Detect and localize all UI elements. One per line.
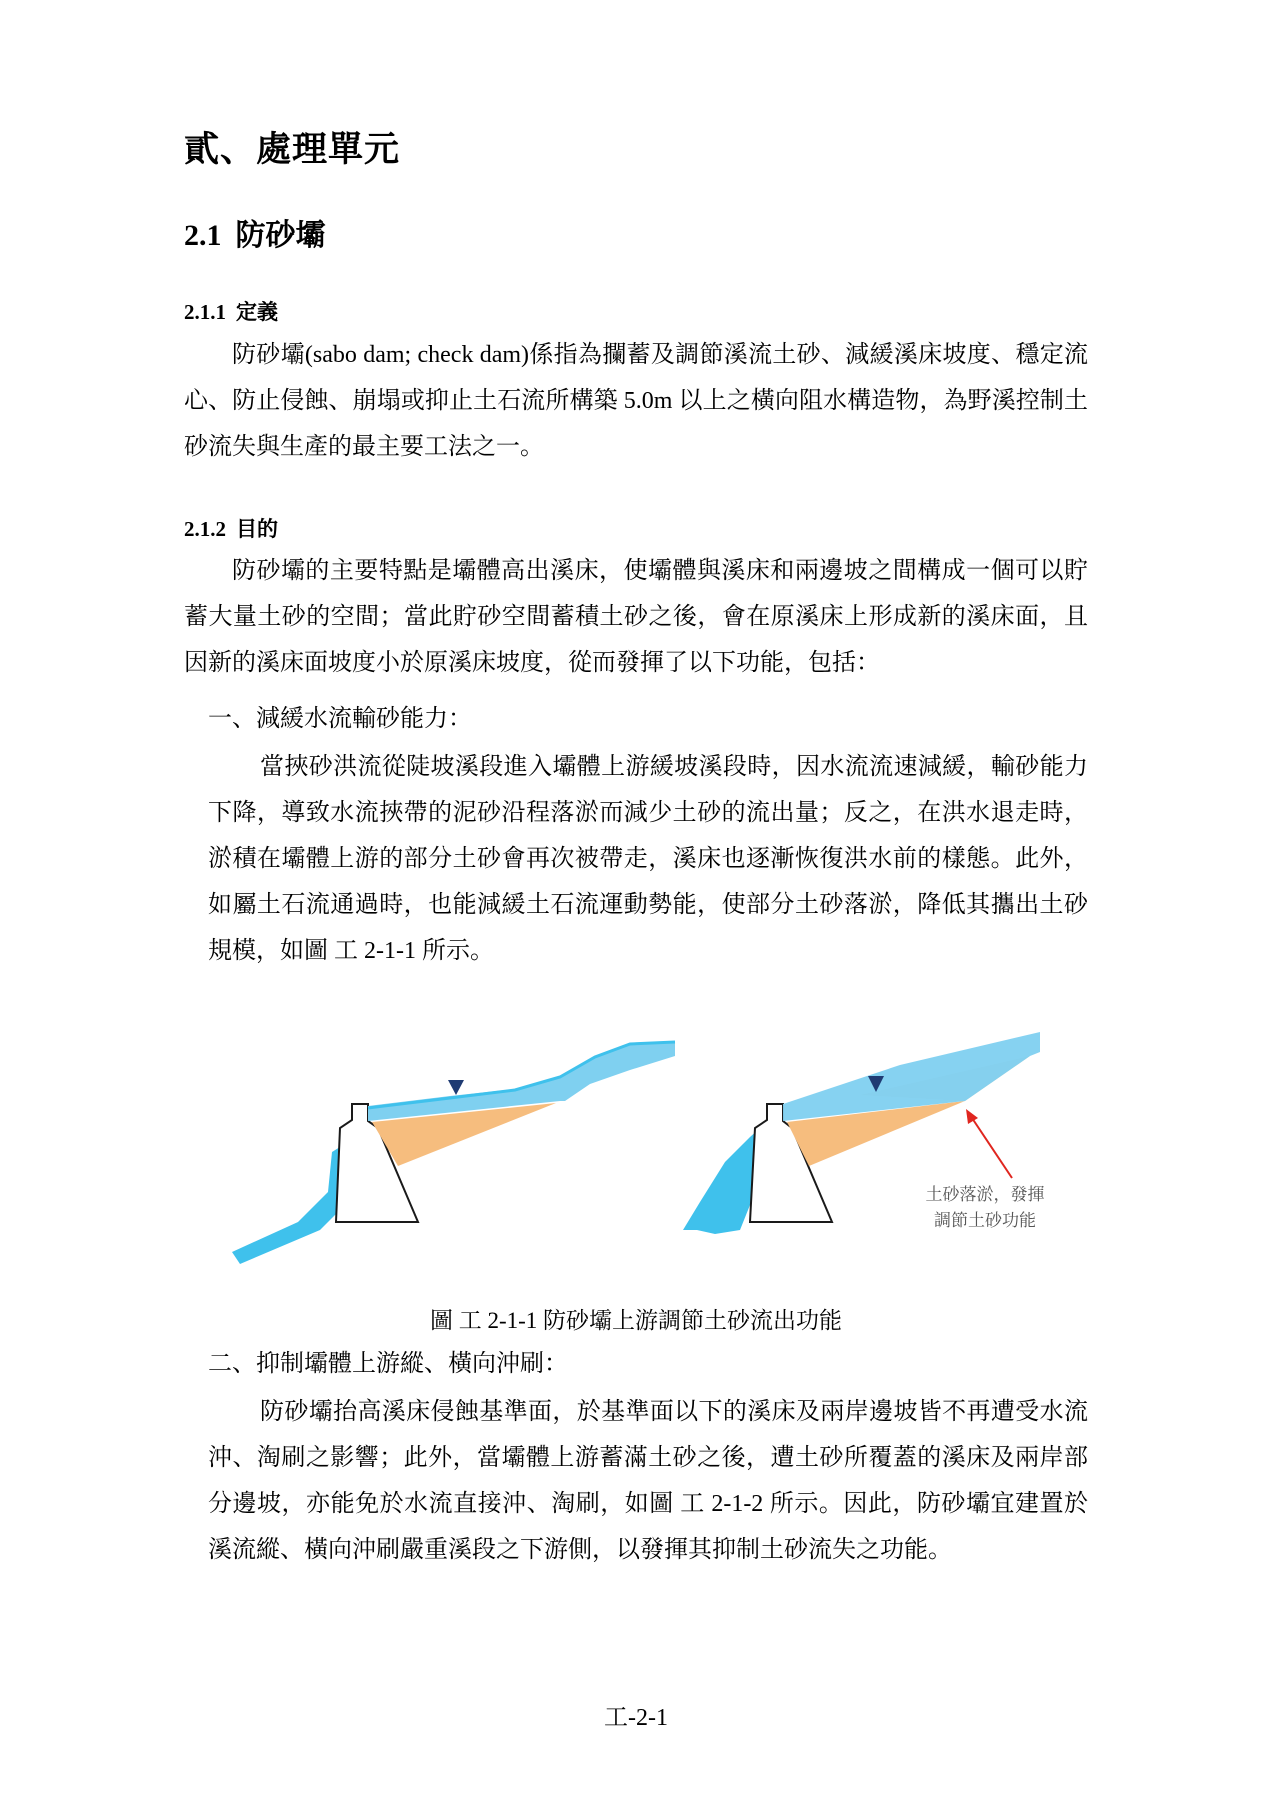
item1-heading: 一、減緩水流輸砂能力： [208, 706, 472, 732]
water-level-marker-left [448, 1080, 464, 1095]
definition-paragraph: 防砂壩(sabo dam; check dam)係指為攔蓄及調節溪流土砂、減緩溪床坡度、穩定流心、防止侵蝕、崩塌或抑止土石流所構築 5.0m 以上之橫向阻水構造物，為野溪控制土砂流失與生產的最主要工法之一。 [184, 342, 1088, 460]
purpose-intro-paragraph: 防砂壩的主要特點是壩體高出溪床，使壩體與溪床和兩邊坡之間構成一個可以貯蓄大量土砂的空間；當此貯砂空間蓄積土砂之後，會在原溪床上形成新的溪床面，且因新的溪床面坡度小於原溪床坡度，從而發揮了以下功能，包括： [184, 558, 1088, 676]
subsection-heading-purpose [184, 513, 278, 543]
figure-sabo-dam [0, 1000, 1272, 1270]
subsection-number: 2.1.1 [184, 300, 226, 324]
annotation-arrow [972, 1118, 1012, 1178]
section-heading [184, 210, 326, 254]
annotation-arrowhead [966, 1109, 978, 1124]
item1-paragraph: 當挾砂洪流從陡坡溪段進入壩體上游緩坡溪段時，因水流流速減緩，輸砂能力下降，導致水流挾帶的泥砂沿程落淤而減少土砂的流出量；反之，在洪水退走時，淤積在壩體上游的部分土砂會再次被帶走，溪床也逐漸恢復洪水前的樣態。此外，如屬土石流通過時，也能減緩土石流運動勢能，使部分土砂落淤，降低其攜出土砂規模，如圖 工 2-1-1 所示。 [208, 754, 1088, 964]
diagram-left [232, 1041, 675, 1264]
subsection-title: 定義 [236, 300, 278, 324]
item2-heading: 二、抑制壩體上游縱、橫向沖刷： [208, 1351, 568, 1377]
annotation-line1: 土砂落淤，發揮 [925, 1185, 1045, 1205]
section-title: 防砂壩 [235, 218, 326, 253]
section-number: 2.1 [184, 219, 222, 252]
chapter-title: 貳、處理單元 [184, 130, 401, 170]
annotation-line2: 調節土砂功能 [934, 1211, 1036, 1231]
item2-paragraph: 防砂壩抬高溪床侵蝕基準面，於基準面以下的溪床及兩岸邊坡皆不再遭受水流沖、淘刷之影響；此外，當壩體上游蓄滿土砂之後，遭土砂所覆蓋的溪床及兩岸部分邊坡，亦能免於水流直接沖、淘刷，如圖 工 2-1-2 所示。因此，防砂壩宜建置於溪流縱、橫向沖刷嚴重溪段之下游側，以發揮其抑制土砂流失之功能。 [208, 1399, 1088, 1563]
subsection-number: 2.1.2 [184, 517, 226, 541]
diagram-right [683, 1032, 1045, 1234]
subsection-heading-definition [184, 296, 278, 326]
subsection-title: 目的 [236, 517, 278, 541]
figure-caption: 圖 工 2-1-1 防砂壩上游調節土砂流出功能 [429, 1308, 843, 1333]
page-number: 工-2-1 [604, 1705, 668, 1731]
